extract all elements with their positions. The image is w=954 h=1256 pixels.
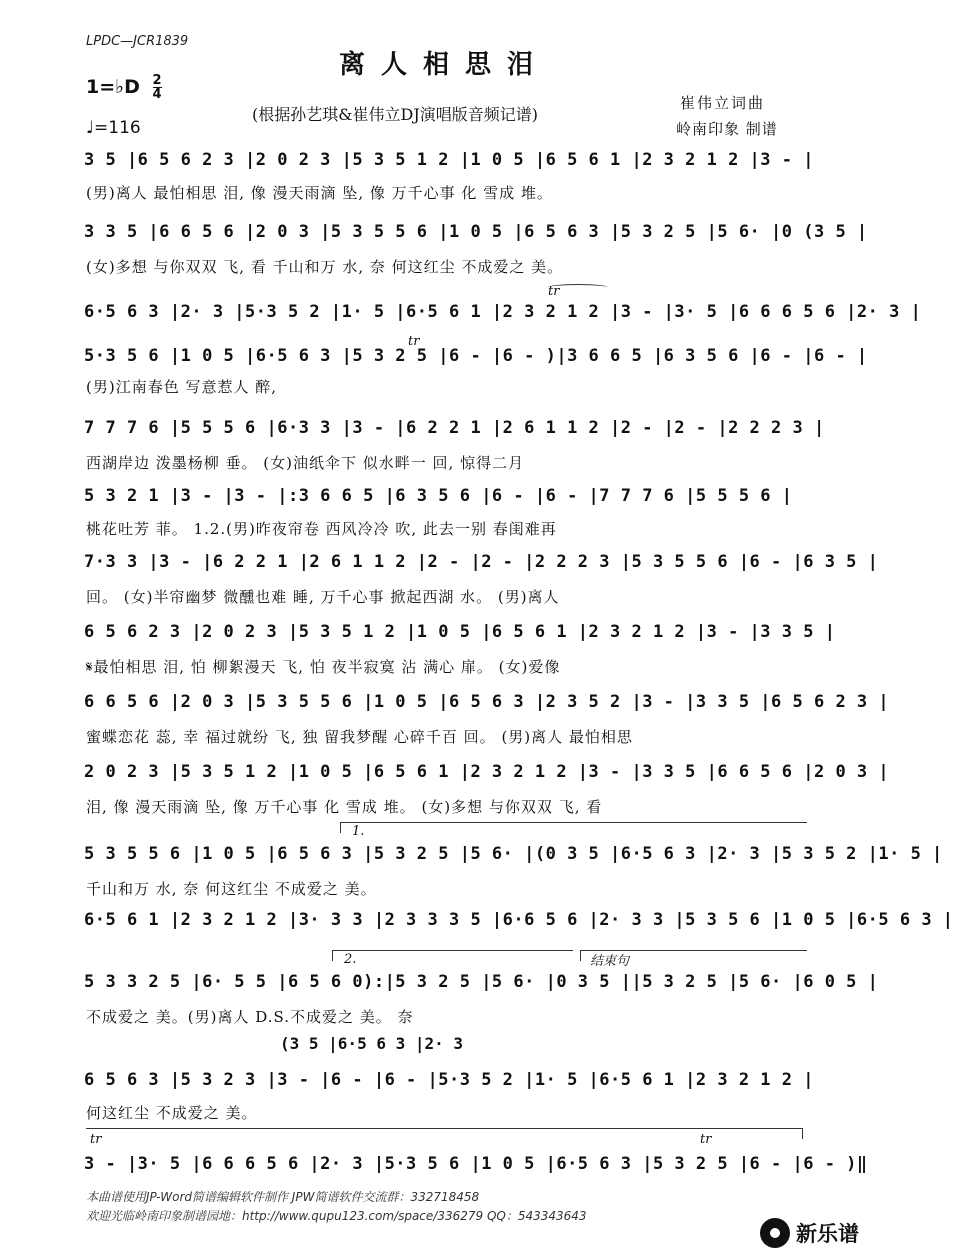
score-code: LPDC—JCR1839 (86, 34, 189, 49)
notation-row: 5 3 3 2 5 |6· 5 5 |6 5 6 0):|5 3 2 5 |5 6· |0 3 5 ||5 3 2 5 |5 6· |6 0 5 | (84, 972, 879, 992)
lyric-row: 桃花吐芳 菲。 1.2.(男)昨夜帘卷 西风冷冷 吹, 此去一别 春闺难再 (86, 520, 557, 538)
trill-mark: tr (548, 284, 560, 299)
lyric-row: (女)多想 与你双双 飞, 看 千山和万 水, 奈 何这红尘 不成爱之 美。 (86, 258, 564, 276)
trill-mark: tr (408, 334, 420, 349)
tempo-mark: ♩=116 (86, 118, 141, 138)
volta-1-label: 1. (352, 824, 365, 839)
lyric-row: 回。 (女)半帘幽梦 微醺也难 睡, 万千心事 掀起西湖 水。 (男)离人 (86, 588, 560, 606)
notation-row: 3 5 |6 5 6 2 3 |2 0 2 3 |5 3 5 1 2 |1 0 5 |6 5 6 1 |2 3 2 1 2 |3 - | (84, 150, 814, 170)
final-bracket (86, 1128, 803, 1139)
time-signature (153, 74, 162, 101)
trill-mark: tr (90, 1132, 102, 1147)
lyric-row: 千山和万 水, 奈 何这红尘 不成爱之 美。 (86, 880, 377, 898)
lyric-row: (男)江南春色 写意惹人 醉, (86, 378, 278, 396)
notation-row: 6 5 6 2 3 |2 0 2 3 |5 3 5 1 2 |1 0 5 |6 5 6 1 |2 3 2 1 2 |3 - |3 3 5 | (84, 622, 836, 642)
lyric-row: 泪, 像 漫天雨滴 坠, 像 万千心事 化 雪成 堆。 (女)多想 与你双双 飞, 看 (86, 798, 603, 816)
notation-row: 6 5 6 3 |5 3 2 3 |3 - |6 - |6 - |5·3 5 2 |1· 5 |6·5 6 1 |2 3 2 1 2 | (84, 1070, 814, 1090)
site-logo[interactable] (760, 1218, 859, 1248)
lyric-row: 蜜蝶恋花 蕊, 幸 福过就纷 飞, 独 留我梦醒 心碎千百 回。 (男)离人 最怕相思 (86, 728, 633, 746)
notation-row: 5 3 2 1 |3 - |3 - |:3 6 6 5 |6 3 5 6 |6 - |6 - |7 7 7 6 |5 5 5 6 | (84, 486, 793, 506)
notation-row: 6 6 5 6 |2 0 3 |5 3 5 5 6 |1 0 5 |6 5 6 3 |2 3 5 2 |3 - |3 3 5 |6 5 6 2 3 | (84, 692, 890, 712)
volta-2-bracket (332, 950, 573, 961)
notation-row: 5·3 5 6 |1 0 5 |6·5 6 3 |5 3 2 5 |6 - |6 - )|3 6 6 5 |6 3 5 6 |6 - |6 - | (84, 346, 868, 366)
notation-row: 3 - |3· 5 |6 6 6 5 6 |2· 3 |5·3 5 6 |1 0 5 |6·5 6 3 |5 3 2 5 |6 - |6 - )‖ (84, 1154, 868, 1174)
lyric-row: 𝄋最怕相思 泪, 怕 柳絮漫天 飞, 怕 夜半寂寞 沾 满心 扉。 (女)爱像 (86, 658, 561, 676)
notation-row: 5 3 5 5 6 |1 0 5 |6 5 6 3 |5 3 2 5 |5 6· |(0 3 5 |6·5 6 3 |2· 3 |5 3 5 2 |1· 5 | (84, 844, 943, 864)
accompaniment-hint: (3 5 |6·5 6 3 |2· 3 (280, 1034, 464, 1053)
key-signature (86, 74, 162, 101)
website-note: 欢迎光临岭南印象制谱园地：http://www.qupu123.com/space/336279 QQ：543343643 (86, 1209, 587, 1223)
volta-1-bracket (340, 822, 807, 833)
lyric-row: 不成爱之 美。(男)离人 D.S.不成爱之 美。 奈 (86, 1008, 414, 1026)
notation-row: 6·5 6 3 |2· 3 |5·3 5 2 |1· 5 |6·5 6 1 |2 3 2 1 2 |3 - |3· 5 |6 6 6 5 6 |2· 3 | (84, 302, 922, 322)
lyric-row: (男)离人 最怕相思 泪, 像 漫天雨滴 坠, 像 万千心事 化 雪成 堆。 (86, 184, 553, 202)
notation-row: 2 0 2 3 |5 3 5 1 2 |1 0 5 |6 5 6 1 |2 3 2 1 2 |3 - |3 3 5 |6 6 5 6 |2 0 3 | (84, 762, 890, 782)
trill-mark: tr (700, 1132, 712, 1147)
logo-text: 新乐谱 (796, 1222, 859, 1246)
notation-row: 7·3 3 |3 - |6 2 2 1 |2 6 1 1 2 |2 - |2 - |2 2 2 3 |5 3 5 5 6 |6 - |6 3 5 | (84, 552, 879, 572)
lyric-row: 何这红尘 不成爱之 美。 (86, 1104, 258, 1122)
coda-label: 结束句 (590, 954, 630, 969)
lyric-row: 西湖岸边 泼墨杨柳 垂。 (女)油纸伞下 似水畔一 回, 惊得二月 (86, 454, 525, 472)
arranger: 岭南印象 制谱 (676, 120, 778, 138)
song-title: 离人相思泪 (338, 50, 549, 80)
record-icon (760, 1218, 790, 1248)
trill-slur (548, 284, 608, 291)
volta-2-label: 2. (344, 952, 357, 967)
notation-row: 3 3 5 |6 6 5 6 |2 0 3 |5 3 5 5 6 |1 0 5 |6 5 6 3 |5 3 2 5 |5 6· |0 (3 5 | (84, 222, 868, 242)
key-label: 1=♭D (86, 76, 140, 98)
meter-top: 2 (152, 73, 162, 88)
subtitle: (根据孙艺琪&崔伟立DJ演唱版音频记谱) (252, 105, 538, 124)
notation-row: 7 7 7 6 |5 5 5 6 |6·3 3 |3 - |6 2 2 1 |2 6 1 1 2 |2 - |2 - |2 2 2 3 | (84, 418, 825, 438)
lyricist-composer: 崔伟立词曲 (680, 94, 766, 112)
notation-row: 6·5 6 1 |2 3 2 1 2 |3· 3 3 |2 3 3 3 5 |6·6 5 6 |2· 3 3 |5 3 5 6 |1 0 5 |6·5 6 3 | (84, 910, 954, 930)
software-note: 本曲谱使用JP-Word简谱编辑软件制作 JPW简谱软件交流群：332718458 (86, 1190, 480, 1204)
meter-bottom: 4 (152, 87, 162, 102)
